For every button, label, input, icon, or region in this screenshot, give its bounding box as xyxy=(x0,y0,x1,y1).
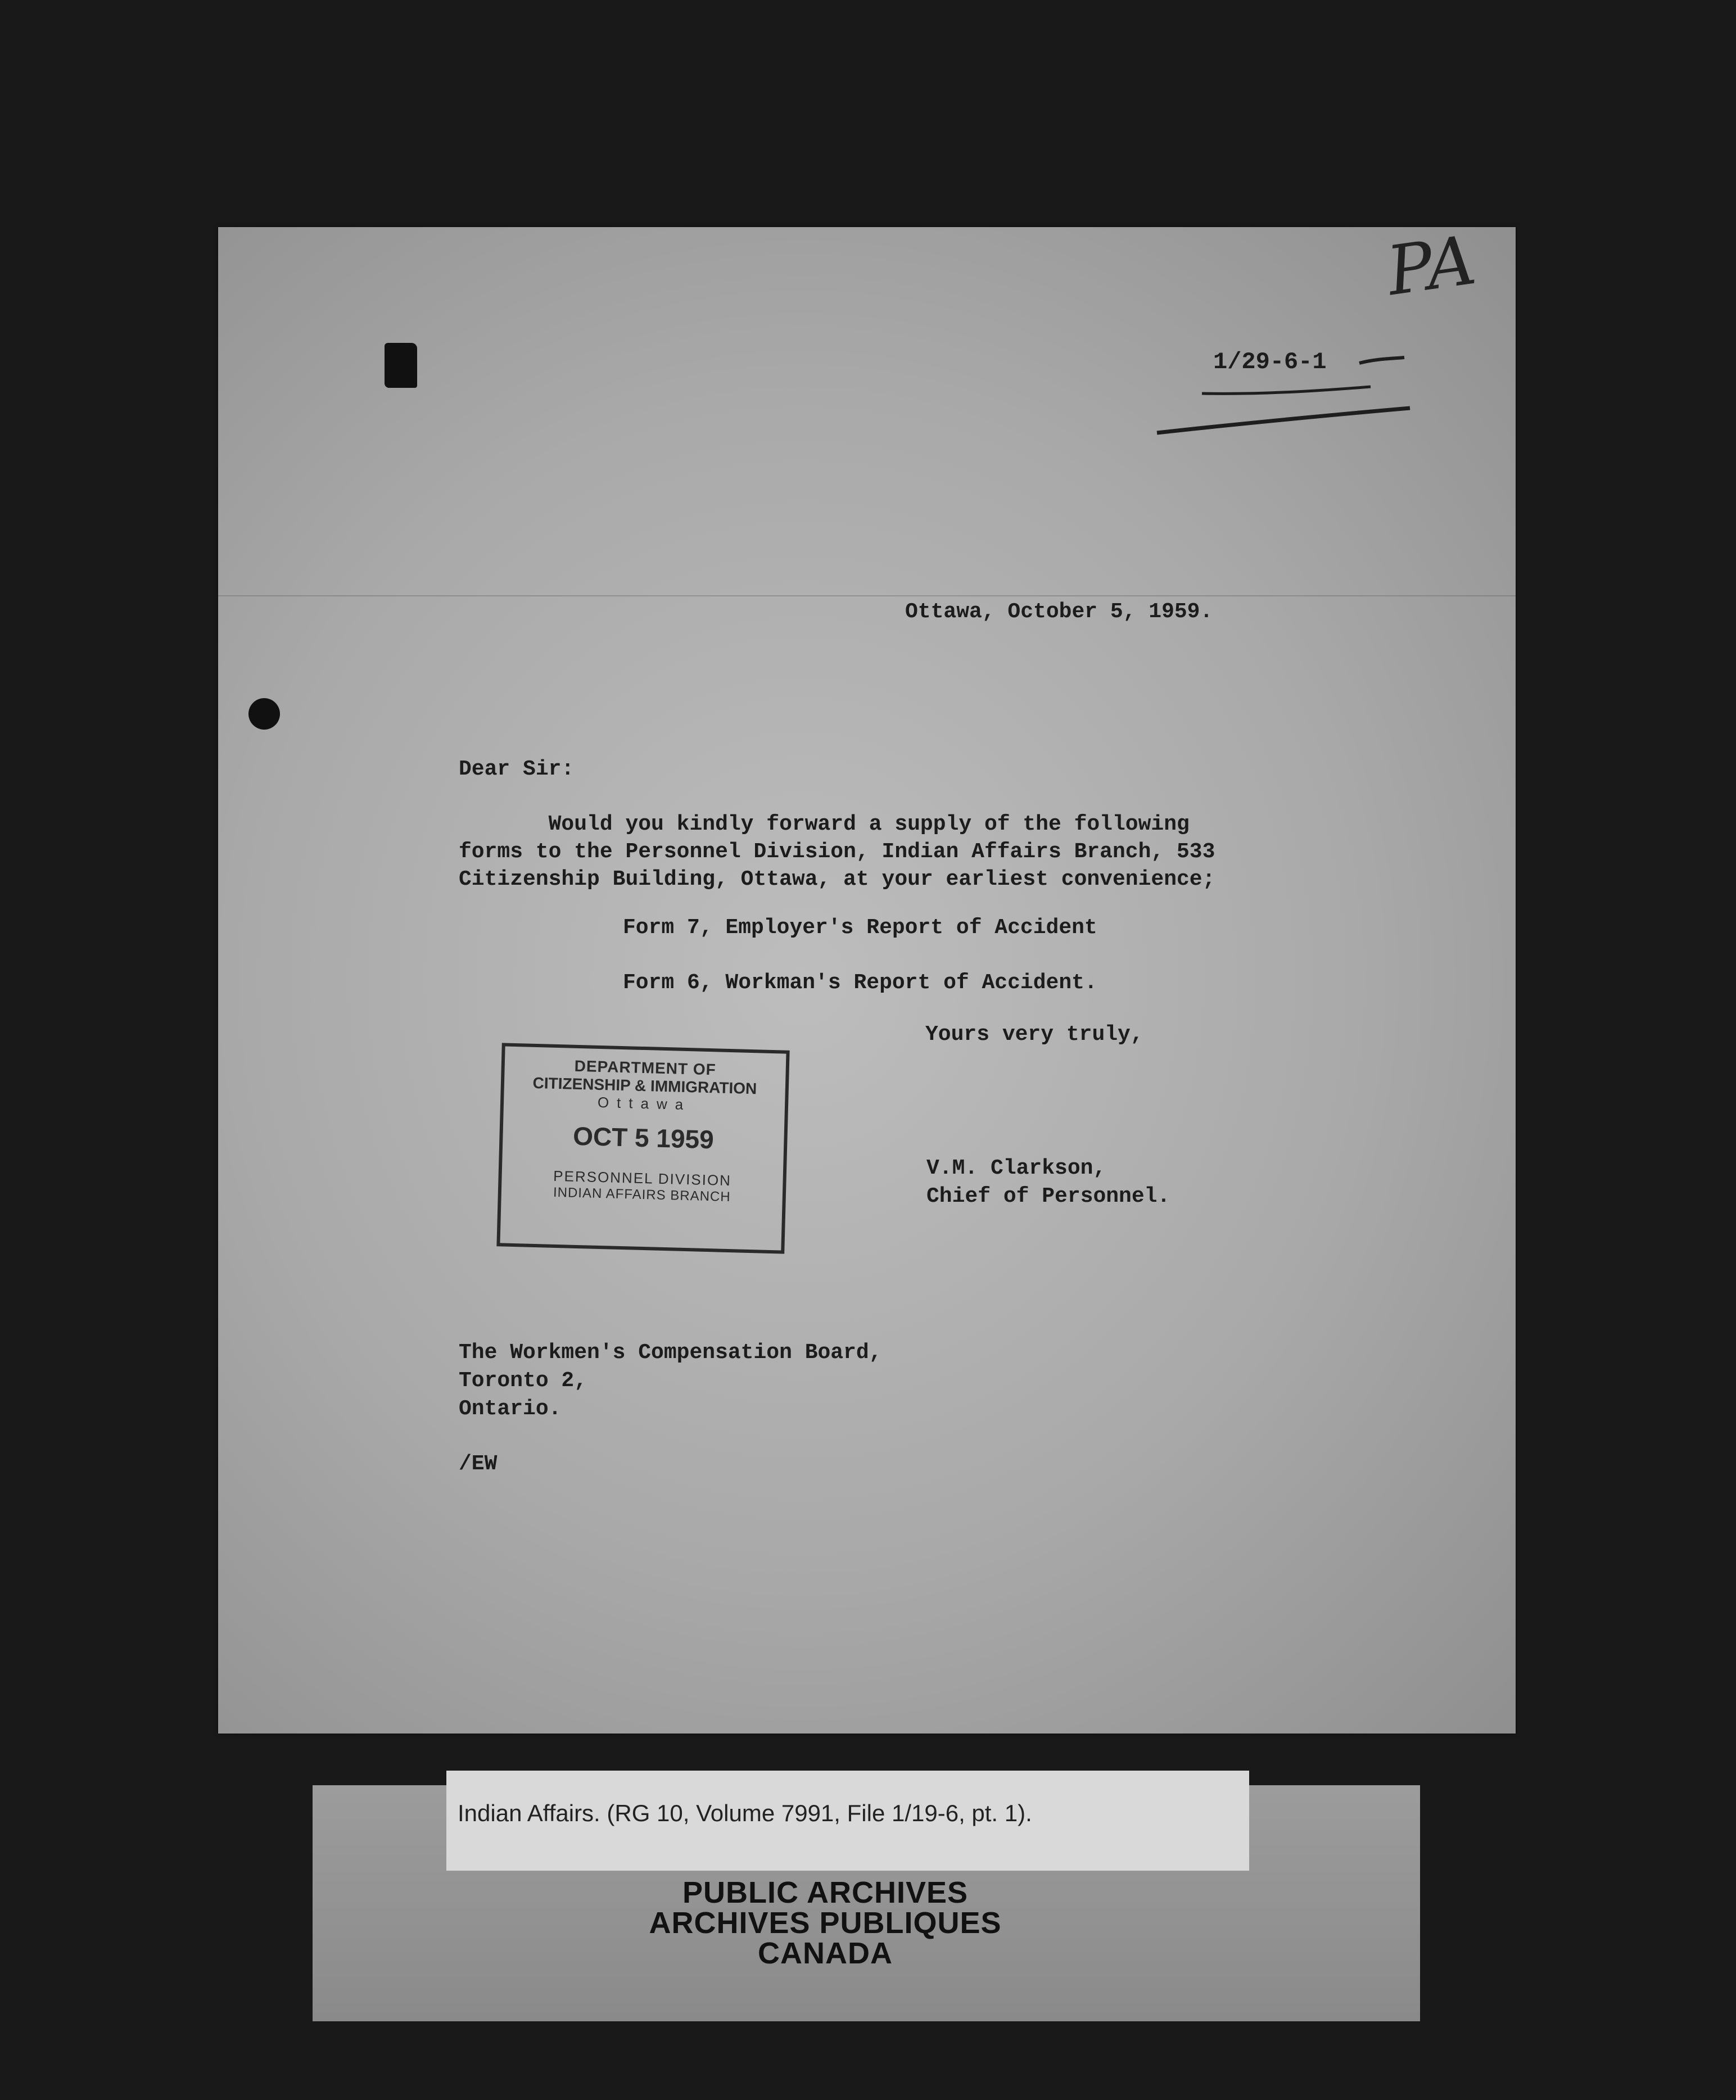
signature-title: Chief of Personnel. xyxy=(926,1184,1170,1209)
file-reference: 1/29-6-1 xyxy=(1213,349,1327,375)
letter-page xyxy=(218,221,1516,1734)
received-stamp xyxy=(496,1043,789,1253)
fold-line xyxy=(218,595,1516,596)
catalog-reference: Indian Affairs. (RG 10, Volume 7991, File 1/19-6, pt. 1). xyxy=(458,1800,1032,1826)
salutation: Dear Sir: xyxy=(459,757,575,781)
stamp-date: OCT 5 1959 xyxy=(572,1121,715,1155)
letter-date: Ottawa, October 5, 1959. xyxy=(905,600,1213,624)
body-line-2: forms to the Personnel Division, Indian Affairs Branch, 533 xyxy=(459,840,1215,864)
handwritten-initials: PA xyxy=(1382,221,1481,311)
archives-imprint xyxy=(617,1877,1033,1968)
stamp-branch: INDIAN AFFAIRS BRANCH xyxy=(553,1184,731,1205)
recipient-line-3: Ontario. xyxy=(459,1397,562,1421)
signature-name: V.M. Clarkson, xyxy=(926,1156,1106,1180)
recipient-line-1: The Workmen's Compensation Board, xyxy=(459,1341,882,1365)
archives-line-1: PUBLIC ARCHIVES xyxy=(682,1876,969,1909)
recipient-line-2: Toronto 2, xyxy=(459,1369,587,1393)
stamp-department: DEPARTMENT OF xyxy=(574,1057,717,1079)
archives-line-2: ARCHIVES PUBLIQUES xyxy=(649,1906,1002,1940)
underline-marks xyxy=(218,227,1516,463)
stamp-ministry: CITIZENSHIP & IMMIGRATION xyxy=(532,1074,757,1098)
form-item-2: Form 6, Workman's Report of Accident. xyxy=(623,971,1097,995)
punch-hole-round xyxy=(248,698,280,730)
stamp-division: PERSONNEL DIVISION xyxy=(553,1167,732,1189)
stamp-city: Ottawa xyxy=(597,1093,691,1114)
archives-line-3: CANADA xyxy=(758,1936,893,1970)
closing: Yours very truly, xyxy=(925,1022,1143,1047)
body-line-3: Citizenship Building, Ottawa, at your earliest convenience; xyxy=(459,867,1215,891)
body-line-1: Would you kindly forward a supply of the following xyxy=(459,812,1190,836)
typist-initials: /EW xyxy=(459,1452,498,1476)
form-item-1: Form 7, Employer's Report of Accident xyxy=(623,916,1097,940)
